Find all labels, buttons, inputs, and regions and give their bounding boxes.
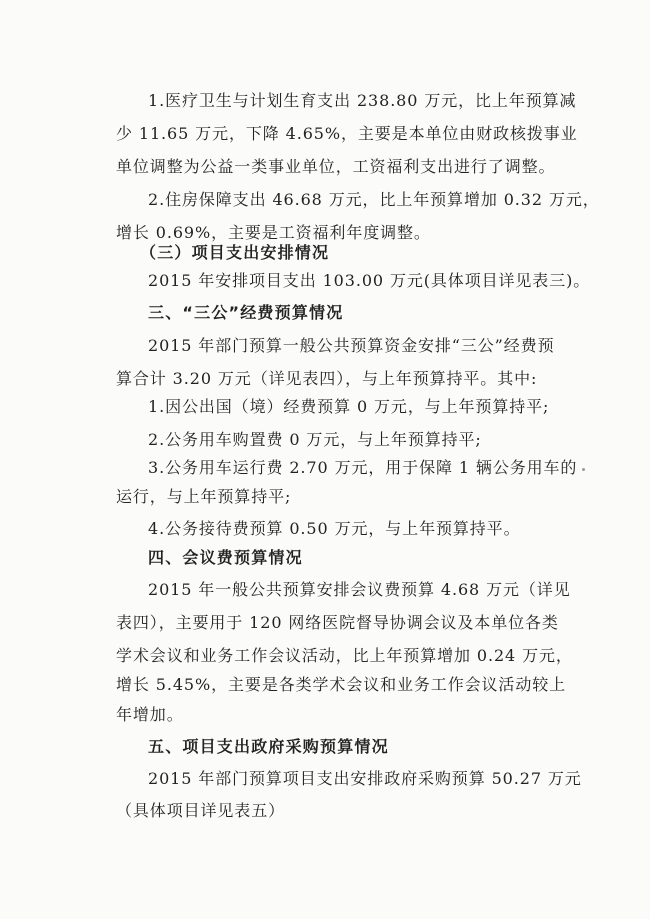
paragraph-line: 2015 年部门预算一般公共预算资金安排“三公”经费预 [148,336,555,355]
paragraph-line: 2015 年部门预算项目支出安排政府采购预算 50.27 万元 [148,769,582,788]
scan-speck [582,468,585,471]
paragraph-line: 2.住房保障支出 46.68 万元，比上年预算增加 0.32 万元， [148,190,600,209]
paragraph-line: （具体项目详见表五） [116,801,286,820]
paragraph-line: 3.公务用车运行费 2.70 万元，用于保障 1 辆公务用车的 [148,458,578,477]
paragraph-line: 运行，与上年预算持平; [116,487,292,506]
paragraph-line: 学术会议和业务工作会议活动，比上年预算增加 0.24 万元， [116,646,573,665]
section-heading: 五、项目支出政府采购预算情况 [148,737,389,756]
paragraph-line: 4.公务接待费预算 0.50 万元，与上年预算持平。 [148,519,521,538]
paragraph-line: 1.因公出国（境）经费预算 0 万元，与上年预算持平; [148,397,550,416]
paragraph-line: 表四），主要用于 120 网络医院督导协调会议及本单位各类 [116,613,559,632]
paragraph-line: 1.医疗卫生与计划生育支出 238.80 万元，比上年预算减 [148,91,577,110]
paragraph-line: 增长 0.69%，主要是工资福利年度调整。 [116,223,431,242]
paragraph-line: 少 11.65 万元，下降 4.65%，主要是本单位由财政核拨事业 [116,124,578,143]
paragraph-line: 2015 年安排项目支出 103.00 万元(具体项目详见表三)。 [148,271,591,290]
paragraph-line: 单位调整为公益一类事业单位，工资福利支出进行了调整。 [116,157,556,176]
paragraph-line: 2015 年一般公共预算安排会议费预算 4.68 万元（详见 [148,580,571,599]
section-heading: 四、会议费预算情况 [148,548,303,567]
paragraph-line: 增长 5.45%，主要是各类学术会议和业务工作会议活动较上 [116,675,567,694]
section-heading: （三）项目支出安排情况 [140,243,330,262]
paragraph-line: 算合计 3.20 万元（详见表四），与上年预算持平。其中: [116,369,538,388]
paragraph-line: 年增加。 [116,705,184,724]
paragraph-line: 2.公务用车购置费 0 万元，与上年预算持平; [148,430,482,449]
section-heading: 三、“三公”经费预算情况 [148,303,344,322]
